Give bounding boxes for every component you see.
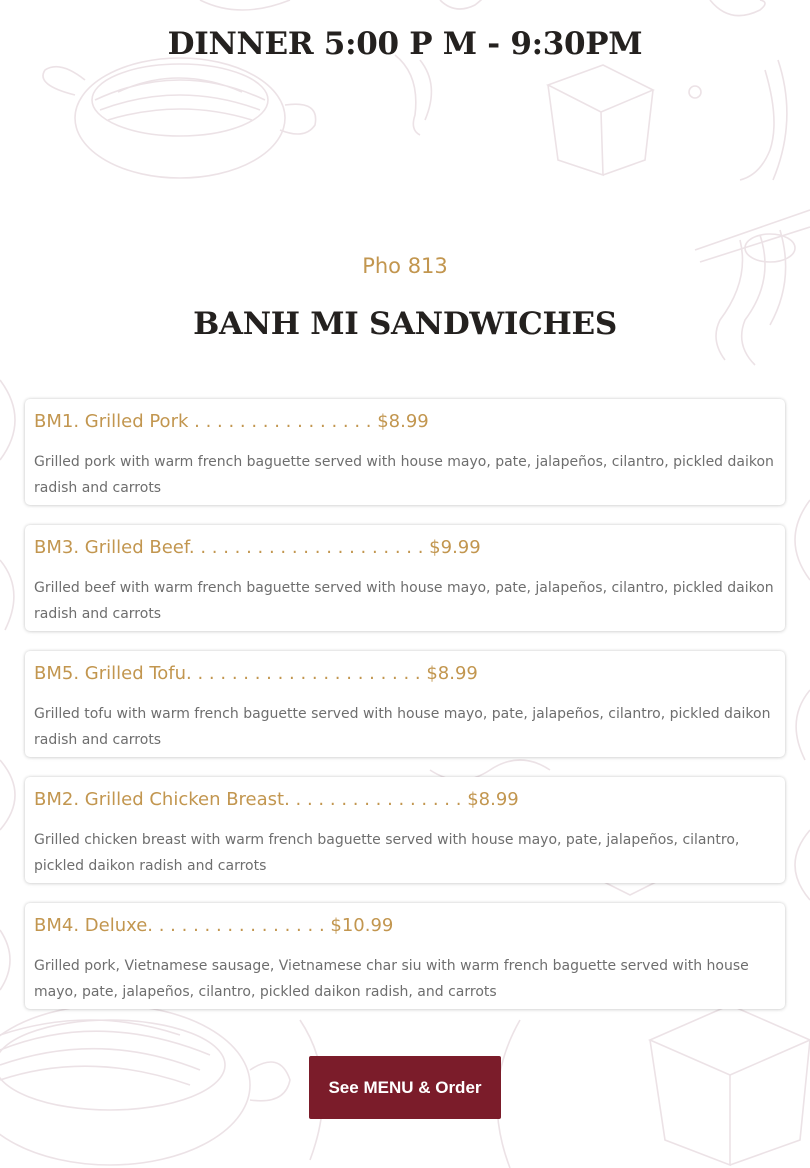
menu-item-title: BM3. Grilled Beef. . . . . . . . . . . . . . . . . . . . . $9.99 bbox=[34, 537, 481, 558]
menu-item-description: Grilled tofu with warm french baguette served with house mayo, pate, jalapeños, cilantro, pickled daikon radish and carrots bbox=[34, 706, 771, 748]
see-menu-order-button[interactable]: See MENU & Order bbox=[309, 1056, 501, 1119]
dinner-hours-heading: DINNER 5:00 P M - 9:30PM bbox=[167, 26, 643, 62]
menu-item-card bbox=[25, 399, 785, 505]
menu-item-card bbox=[25, 525, 785, 631]
menu-list bbox=[25, 399, 785, 1029]
menu-item-card bbox=[25, 903, 785, 1009]
menu-item-title: BM5. Grilled Tofu. . . . . . . . . . . . . . . . . . . . . $8.99 bbox=[34, 663, 478, 684]
menu-item-card bbox=[25, 651, 785, 757]
menu-item-title: BM1. Grilled Pork . . . . . . . . . . . . . . . . $8.99 bbox=[34, 411, 429, 432]
menu-item-description: Grilled pork, Vietnamese sausage, Vietnamese char siu with warm french baguette served with house mayo, pate, jalapeños, cilantro, pickled daikon radish, and carrots bbox=[34, 958, 749, 1000]
menu-item-description: Grilled beef with warm french baguette served with house mayo, pate, jalapeños, cilantro, pickled daikon radish and carrots bbox=[34, 580, 774, 622]
menu-item-title: BM2. Grilled Chicken Breast. . . . . . . . . . . . . . . . $8.99 bbox=[34, 789, 519, 810]
menu-item-description: Grilled chicken breast with warm french baguette served with house mayo, pate, jalapeños, cilantro, pickled daikon radish and carrots bbox=[34, 832, 740, 874]
menu-item-card bbox=[25, 777, 785, 883]
section-title: BANH MI SANDWICHES bbox=[193, 306, 617, 342]
menu-item-description: Grilled pork with warm french baguette served with house mayo, pate, jalapeños, cilantro, pickled daikon radish and carrots bbox=[34, 454, 774, 496]
restaurant-name: Pho 813 bbox=[362, 254, 448, 278]
menu-item-title: BM4. Deluxe. . . . . . . . . . . . . . . . $10.99 bbox=[34, 915, 394, 936]
